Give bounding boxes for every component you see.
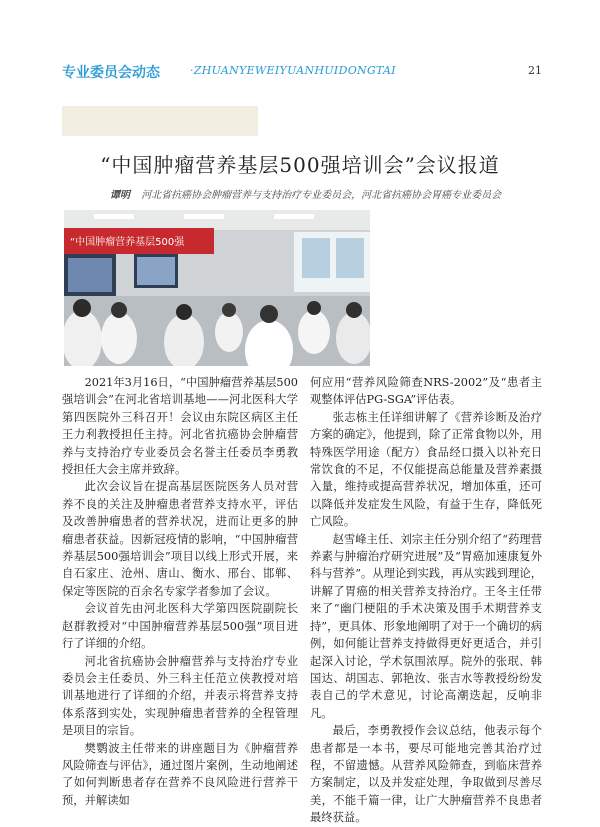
section-pinyin: ·ZHUANYEWEIYUANHUIDONGTAI	[190, 64, 396, 77]
paragraph: 张志栋主任详细讲解了《营养诊断及治疗方案的确定》，他提到，除了正常食物以外，用特殊医学用途（配方）食品经口摄入以补充日常饮食的不足，不仅能提高总能量及营养素摄入量，维持或提高营养状况，增加体重，还可以降低并发症发生风险，有益于生存，降低死亡风险。	[310, 410, 542, 529]
page-number: 21	[528, 64, 542, 77]
conference-photo	[64, 210, 370, 366]
paragraph: 赵雪峰主任、刘宗主任分别介绍了“药理营养素与肿瘤治疗研究进展”及“胃癌加速康复外科与营养”。从理论到实践，再从实践到理论，讲解了胃癌的相关营养支持治疗。王冬主任带来了“幽门梗阻的手术决策及围手术期营养支持”，更具体、形象地阐明了对于一个确切的病例，如何能让营养支持做得更好更适合，并引起深入讨论，学术氛围浓厚。院外的张珉、韩国达、胡国志、郭艳汝、张吉水等教授纷纷发表自己的学术意见，讨论高潮迭起，反响非凡。	[310, 532, 542, 720]
paragraph: 樊鹦波主任带来的讲座题目为《肿瘤营养风险筛查与评估》，通过图片案例，生动地阐述了如何判断患者存在营养不良风险进行营养干预，并解读如	[62, 741, 298, 807]
affiliation: 河北省抗癌协会肿瘤营养与支持治疗专业委员会，河北省抗癌协会胃癌专业委员会	[141, 190, 502, 201]
byline	[110, 186, 542, 201]
paragraph: 河北省抗癌协会肿瘤营养与支持治疗专业委员会主任委员、外三科主任范立侠教授对培训基地进行了详细的介绍，并表示将营养支持体系落到实处，实现肿瘤患者营养的全程管理是项目的宗旨。	[62, 654, 298, 738]
header-decoration-box	[62, 106, 258, 136]
author: 谭明	[110, 190, 130, 201]
paragraph: 最后，李勇教授作会议总结，他表示每个患者都是一本书，要尽可能地完善其治疗过程，不留遗憾。从营养风险筛查，到临床营养方案制定，以及并发症处理，争取做到尽善尽美，不能千篇一律，让广大肿瘤营养不良患者最终获益。	[310, 724, 542, 825]
paragraph: 会议首先由河北医科大学第四医院副院长赵群教授对“中国肿瘤营养基层500强”项目进行了详细的介绍。	[62, 602, 298, 651]
text-column-right	[310, 374, 542, 827]
text-column-left	[62, 374, 298, 809]
section-name: 专业委员会动态	[62, 65, 160, 81]
paragraph: 此次会议旨在提高基层医院医务人员对营养不良的关注及肿瘤患者营养支持水平，评估及改善肿瘤患者的营养状况，进而让更多的肿瘤患者获益。因新冠疫情的影响，“中国肿瘤营养基层500强培训会”项目以线上形式开展，来自石家庄、沧州、唐山、衡水、邢台、邯郸、保定等医院的百余名专家学者参加了会议。	[62, 480, 298, 598]
banner-text: “中国肿瘤营养基层500强	[70, 237, 185, 248]
conference-photo-illustration	[64, 210, 370, 366]
paragraph-continuation: 何应用“营养风险筛查NRS-2002”及“患者主观整体评估PG-SGA”评估表。	[310, 376, 542, 407]
article-title: “中国肿瘤营养基层500强培训会”会议报道	[100, 153, 500, 177]
paragraph: 2021年3月16日，“中国肿瘤营养基层500强培训会”在河北省培训基地——河北医科大学第四医院外三科召开！会议由东院区病区主任王力利教授担任主持。河北省抗癌协会肿瘤营养与支持治疗专业委员会名誉主任委员李勇教授担任大会主席并致辞。	[62, 376, 298, 477]
running-header	[62, 58, 542, 84]
